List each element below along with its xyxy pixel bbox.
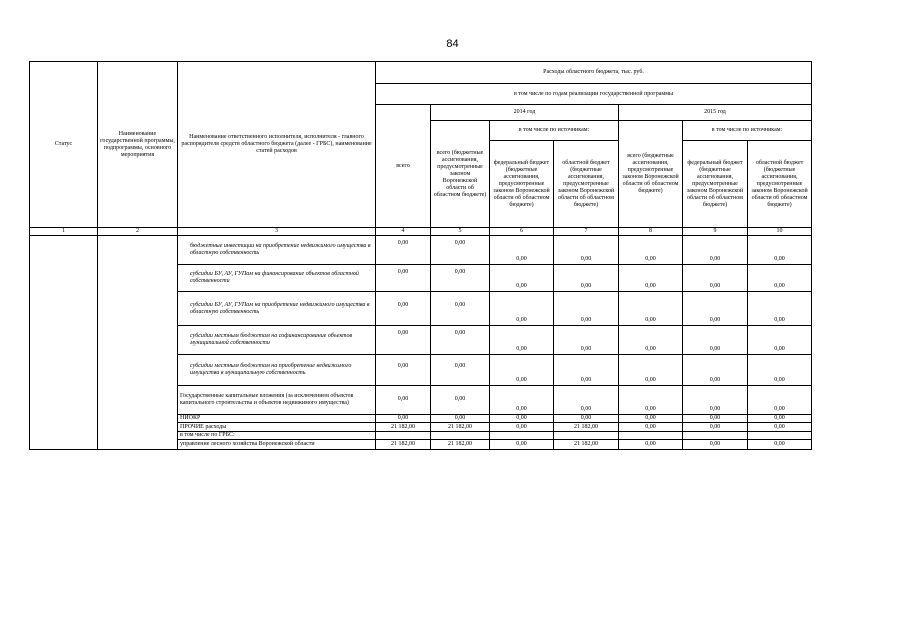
value-cell [619, 432, 683, 440]
value-cell: 0,00 [619, 236, 683, 265]
header-by-years: в том числе по годам реализации государственной программы [376, 84, 812, 105]
column-numbers-row [30, 228, 812, 236]
value-cell: 0,00 [619, 440, 683, 450]
header-total: всего [376, 105, 431, 228]
value-cell: 0,00 [683, 292, 748, 326]
value-cell: 0,00 [619, 326, 683, 355]
page-number: 84 [446, 38, 459, 50]
value-cell [554, 432, 619, 440]
value-cell: 0,00 [431, 236, 490, 265]
value-cell [490, 432, 554, 440]
value-cell: 0,00 [376, 355, 431, 386]
value-cell: 0,00 [554, 355, 619, 386]
column-number: 5 [431, 228, 490, 236]
row-label: бюджетные инвестиции на приобретение недвижимого имущества в областную собственность [178, 236, 376, 265]
row-label: ПРОЧИЕ расходы [178, 423, 376, 432]
value-cell: 0,00 [683, 423, 748, 432]
value-cell: 0,00 [376, 415, 431, 423]
value-cell: 0,00 [554, 292, 619, 326]
program-cell-empty [98, 236, 178, 450]
value-cell: 0,00 [619, 423, 683, 432]
row-label: субсидии местным бюджетам на приобретение недвижимого имущества в муниципальную собственность [178, 355, 376, 386]
value-cell: 0,00 [748, 265, 812, 292]
value-cell: 0,00 [748, 440, 812, 450]
value-cell: 0,00 [490, 415, 554, 423]
value-cell: 0,00 [490, 236, 554, 265]
table-row [30, 236, 812, 265]
value-cell: 0,00 [490, 265, 554, 292]
value-cell [683, 432, 748, 440]
header-regional-2015: областной бюджет (бюджетные ассигнования, предусмотренные законом Воронежской области об областном бюджете) [748, 141, 812, 228]
row-label: Государственные капитальные вложения (за исключением объектов капитального строительства и объектов недвижимого имущества) [178, 386, 376, 415]
row-label: субсидии местным бюджетам на софинансирование объектов муниципальной собственности [178, 326, 376, 355]
value-cell: 0,00 [748, 386, 812, 415]
budget-table [29, 61, 812, 450]
value-cell: 0,00 [748, 326, 812, 355]
value-cell: 0,00 [683, 440, 748, 450]
value-cell: 0,00 [554, 326, 619, 355]
value-cell: 0,00 [619, 355, 683, 386]
column-number: 3 [178, 228, 376, 236]
value-cell: 0,00 [490, 440, 554, 450]
column-number: 2 [98, 228, 178, 236]
value-cell: 0,00 [748, 415, 812, 423]
value-cell: 0,00 [490, 292, 554, 326]
value-cell: 0,00 [431, 355, 490, 386]
value-cell: 0,00 [431, 386, 490, 415]
header-year-2015: 2015 год [619, 105, 812, 121]
value-cell: 0,00 [431, 292, 490, 326]
value-cell: 0,00 [490, 355, 554, 386]
value-cell: 0,00 [683, 265, 748, 292]
value-cell: 0,00 [748, 423, 812, 432]
value-cell: 21 182,00 [376, 440, 431, 450]
header-federal-2015: федеральный бюджет (бюджетные ассигнования, предусмотренные законом Воронежской области об областном бюджете) [683, 141, 748, 228]
status-cell-empty [30, 236, 98, 450]
column-number: 1 [30, 228, 98, 236]
value-cell: 0,00 [431, 265, 490, 292]
value-cell: 0,00 [619, 265, 683, 292]
value-cell: 0,00 [554, 386, 619, 415]
value-cell: 0,00 [619, 386, 683, 415]
value-cell: 0,00 [376, 326, 431, 355]
value-cell: 0,00 [554, 236, 619, 265]
value-cell: 21 182,00 [431, 440, 490, 450]
header-sources-2014: в том числе по источникам: [490, 121, 619, 141]
value-cell: 0,00 [748, 355, 812, 386]
value-cell: 0,00 [748, 292, 812, 326]
value-cell: 21 182,00 [431, 423, 490, 432]
value-cell: 0,00 [683, 386, 748, 415]
header-executor: Наименование ответственного исполнителя, исполнителя - главного распорядителя средств областного бюджета (далее - ГРБС), наименование статей расходов [178, 62, 376, 228]
value-cell: 0,00 [490, 423, 554, 432]
header-program-name: Наименование государственной программы, подпрограммы, основного мероприятия [98, 62, 178, 228]
row-label: НИОКР [178, 415, 376, 423]
column-number: 6 [490, 228, 554, 236]
value-cell: 0,00 [490, 326, 554, 355]
value-cell: 0,00 [748, 236, 812, 265]
header-federal-2014: федеральный бюджет (бюджетные ассигнования, предусмотренные законом Воронежской области об областном бюджете) [490, 141, 554, 228]
header-sources-2015: в том числе по источникам: [683, 121, 812, 141]
value-cell: 21 182,00 [376, 423, 431, 432]
column-number: 8 [619, 228, 683, 236]
value-cell: 0,00 [431, 326, 490, 355]
header-expenses: Расходы областного бюджета, тыс. руб. [376, 62, 812, 84]
value-cell [431, 432, 490, 440]
value-cell [748, 432, 812, 440]
header-regional-2014: областной бюджет (бюджетные ассигнования, предусмотренные законом Воронежской области об областном бюджете) [554, 141, 619, 228]
value-cell: 0,00 [376, 386, 431, 415]
row-label: в том числе по ГРБС: [178, 432, 376, 440]
value-cell [376, 432, 431, 440]
value-cell: 0,00 [619, 415, 683, 423]
header-total-2014: всего (бюджетные ассигнования, предусмотренные законом Воронежской области об областном бюджете) [431, 121, 490, 228]
value-cell: 21 182,00 [554, 440, 619, 450]
column-number: 10 [748, 228, 812, 236]
row-label: субсидии БУ, АУ, ГУПам на приобретение недвижимого имущества в областную собственность [178, 292, 376, 326]
value-cell: 0,00 [683, 236, 748, 265]
value-cell: 0,00 [376, 236, 431, 265]
value-cell: 0,00 [683, 355, 748, 386]
header-year-2014: 2014 год [431, 105, 619, 121]
value-cell: 21 182,00 [554, 423, 619, 432]
header-total-2015: всего (бюджетные ассигнования, предусмотренные законом Воронежской области об областном бюджете) [619, 121, 683, 228]
column-number: 7 [554, 228, 619, 236]
value-cell: 0,00 [619, 292, 683, 326]
value-cell: 0,00 [683, 326, 748, 355]
value-cell: 0,00 [431, 415, 490, 423]
value-cell: 0,00 [554, 265, 619, 292]
value-cell: 0,00 [490, 386, 554, 415]
row-label: управление лесного хозяйства Воронежской области [178, 440, 376, 450]
value-cell: 0,00 [554, 415, 619, 423]
column-number: 4 [376, 228, 431, 236]
value-cell: 0,00 [683, 415, 748, 423]
row-label: субсидии БУ, АУ, ГУПам на финансирование объектов областной собственности [178, 265, 376, 292]
column-number: 9 [683, 228, 748, 236]
header-status: Статус [30, 62, 98, 228]
value-cell: 0,00 [376, 265, 431, 292]
value-cell: 0,00 [376, 292, 431, 326]
